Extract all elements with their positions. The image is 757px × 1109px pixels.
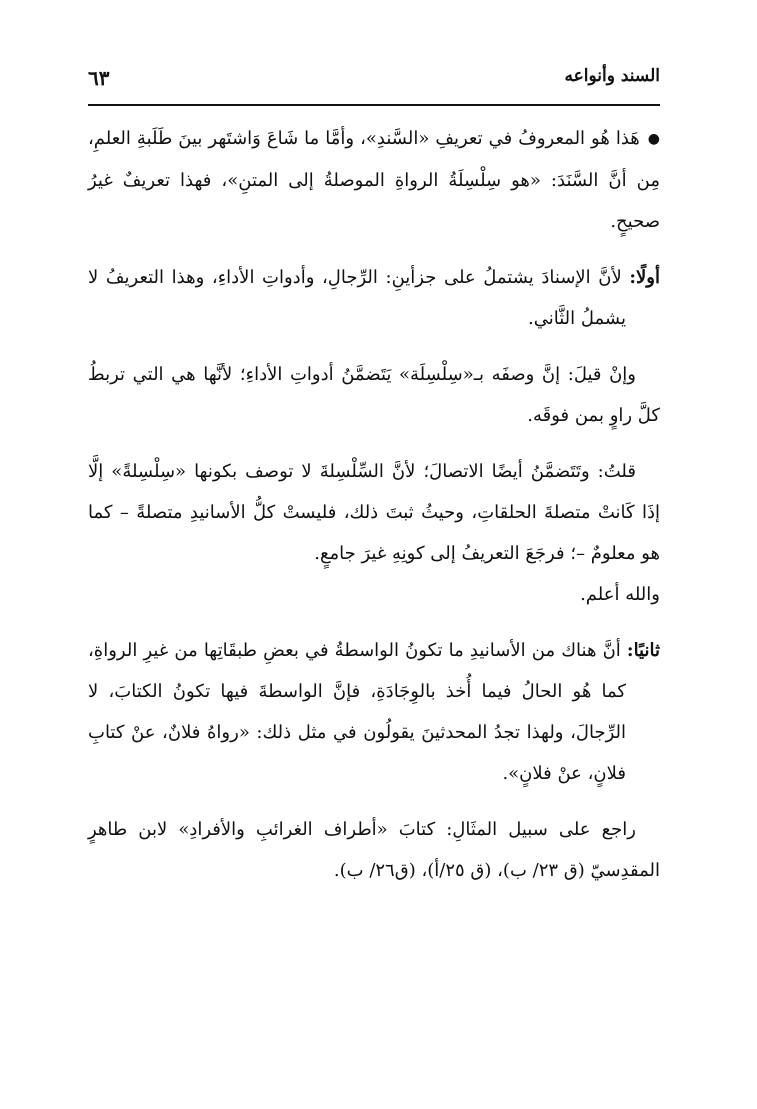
paragraph-text: راجع على سبيل المثَالِ: كتابَ «أطراف الغرائبِ والأفرادِ» لابن طاهرٍ المقدِسيّ (ق ٢٣/ ب)، (ق ٢٥/أ)، (ق٢٦/ ب). xyxy=(88,818,660,881)
page-header xyxy=(88,60,660,100)
page-body xyxy=(88,118,660,906)
point-label-first: أولًا: xyxy=(629,266,660,288)
paragraph-first-point xyxy=(88,257,660,339)
bullet-icon: ● xyxy=(647,130,660,147)
paragraph-text: وإنْ قيلَ: إنَّ وصفَه بـ«سِلْسِلَة» يَتَضمَّنُ أدواتِ الأداءِ؛ لأنَّها هي التي تربطُ كلَّ راوٍ بمن فوقَه. xyxy=(88,363,660,426)
paragraph-text: أنَّ هناك من الأسانيدِ ما تكونُ الواسطةُ في بعضِ طبقَاتِها من غيرِ الرواةِ، كما هُو الحالُ فيما أُخذ بالوِجَادَةِ، فإنَّ الواسطةَ فيها تكونُ الكتابَ، لا الرِّجالَ، ولهذا تجدُ المحدثينَ يقولُون في مثل ذلك: «رواهُ فلانٌ، عنْ كتابِ فلانٍ، عنْ فلانٍ». xyxy=(88,639,626,784)
closing-phrase: والله أعلم. xyxy=(580,583,660,605)
header-divider xyxy=(88,104,660,106)
paragraph-text: هَذا هُو المعروفُ في تعريفِ «السَّندِ»، وأمَّا ما شَاعَ وَاشتَهر بينَ طَلَبةِ العلمِ، مِن أنَّ السَّنَدَ: «هو سِلْسِلَةُ الرواةِ الموصلةُ إلى المتنِ»، فهذا تعريفٌ غيرُ صحيحٍ. xyxy=(88,128,660,232)
paragraph-text: قلتُ: وتَتَضمَّنُ أيضًا الاتصالَ؛ لأنَّ السِّلْسِلةَ لا توصف بكونها «سِلْسِلةً» إلَّا إذَا كَانتْ متصلةَ الحلقاتِ، وحيثُ ثبتَ ذلك، فليستْ كلُّ الأسانيدِ متصلةً – كما هو معلومٌ –؛ فرجَعَ التعريفُ إلى كونِهِ غيرَ جامعٍ. xyxy=(88,460,660,564)
paragraph-text: لأنَّ الإسنادَ يشتملُ على جزأينِ: الرِّجالِ، وأدواتِ الأداءِ، وهذا التعريفُ لا يشملُ الثَّاني. xyxy=(88,266,626,329)
point-label-second: ثانيًا: xyxy=(626,639,660,661)
page-number: ٦٣ xyxy=(88,66,110,90)
paragraph-reply xyxy=(88,451,660,615)
running-title: السند وأنواعه xyxy=(564,66,660,86)
paragraph-definition xyxy=(88,118,660,242)
paragraph-second-point xyxy=(88,630,660,794)
paragraph-reference xyxy=(88,809,660,891)
paragraph-objection xyxy=(88,354,660,436)
